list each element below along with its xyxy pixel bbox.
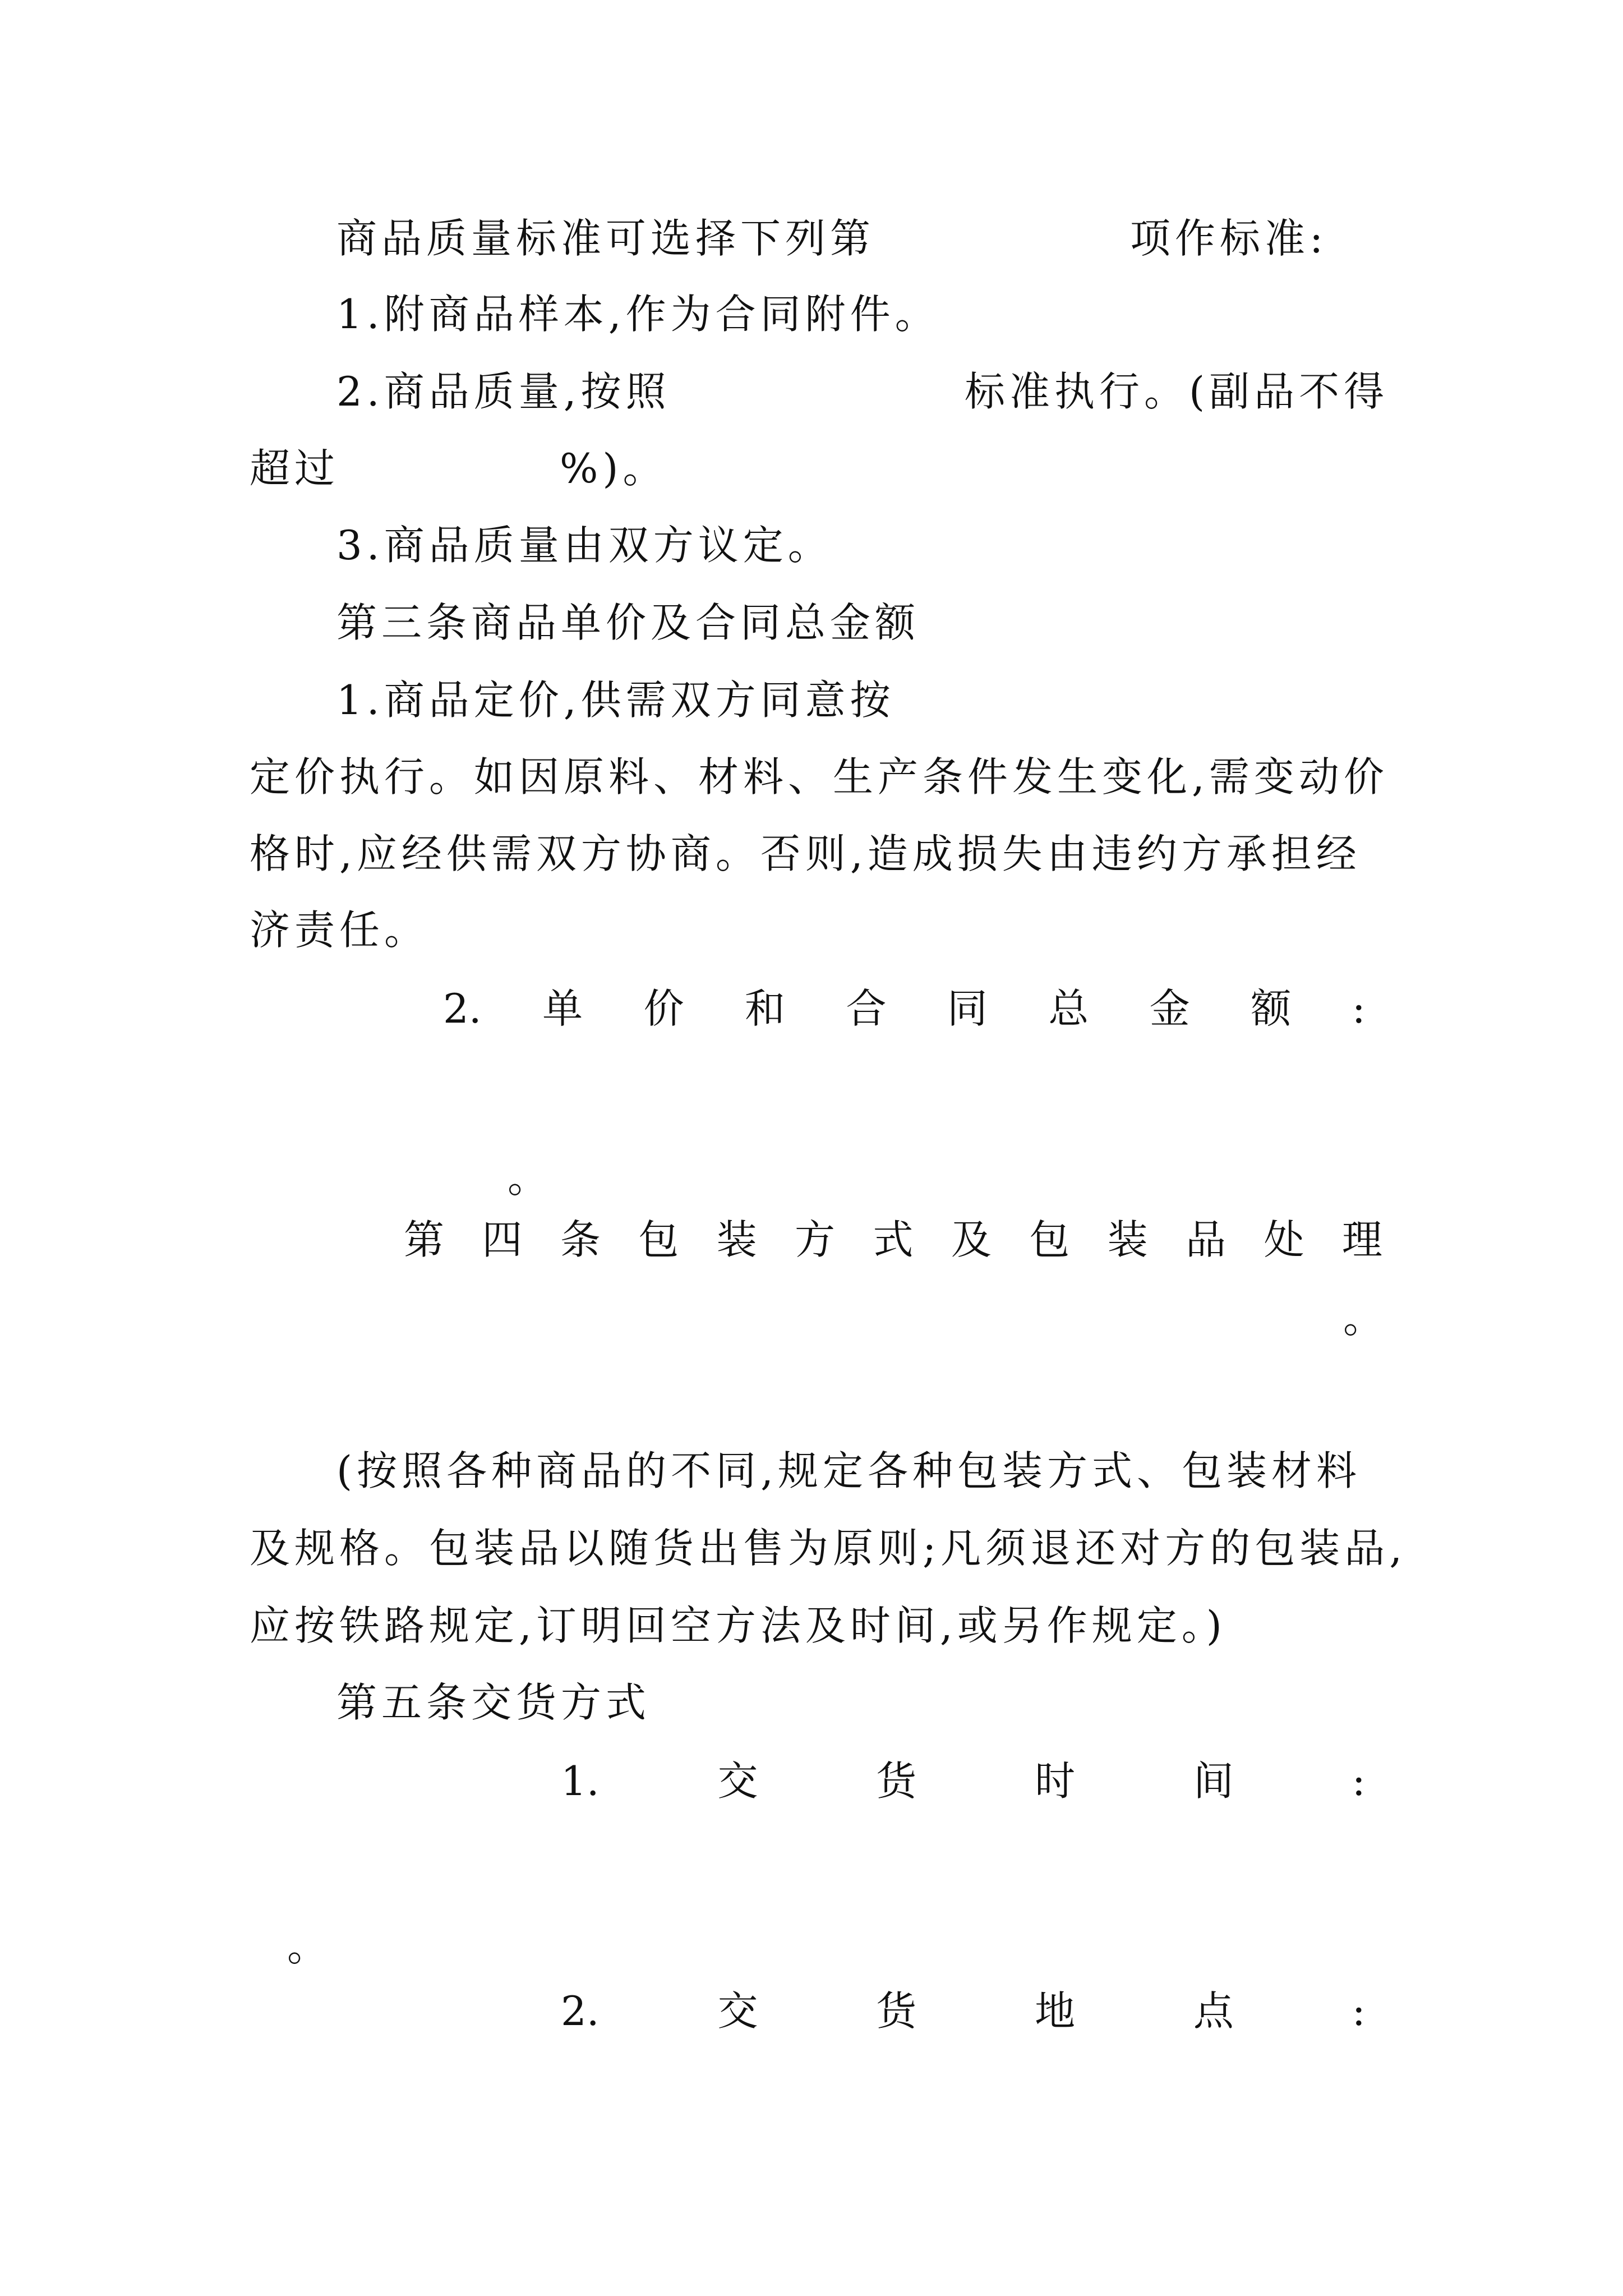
article-4-title-char: 装: [716, 1216, 757, 1263]
article-4-title-char: 包: [1029, 1216, 1070, 1263]
article-3-para-2-char: 价: [643, 985, 684, 1032]
article-4-title-char: 理: [1341, 1216, 1382, 1263]
article-3-para-2-char: 额: [1251, 985, 1292, 1032]
delivery-time-char: 货: [876, 1757, 917, 1805]
article-3-para-2-char: 同: [947, 985, 988, 1032]
quality-item-2-part3: 超过: [250, 445, 340, 492]
article-4-title-char: 装: [1107, 1216, 1148, 1263]
article-3-para-2-end: 。: [508, 1154, 548, 1202]
quality-intro-part2: 项作标准:: [1130, 215, 1328, 262]
quality-item-2-part1: 2.商品质量,按照: [336, 368, 671, 415]
delivery-time-char: 时: [1035, 1757, 1076, 1805]
article-4-title-char: 处: [1264, 1216, 1304, 1263]
delivery-time-char: :: [1352, 1757, 1366, 1805]
article-3-para-2-char: 和: [745, 985, 786, 1032]
article-3-para-2-char: 金: [1149, 985, 1190, 1032]
article-4-note-line-3: 应按铁路规定,订明回空方法及时间,或另作规定。): [250, 1602, 1227, 1649]
article-4-title-char: 条: [560, 1216, 601, 1263]
article-3-title: 第三条商品单价及合同总金额: [336, 599, 920, 646]
article-4-title-char: 第: [404, 1216, 445, 1263]
delivery-time-char: 交: [717, 1757, 758, 1805]
quality-item-1: 1.附商品样本,作为合同附件。: [336, 291, 940, 338]
article-3-para-2-char: 单: [542, 985, 583, 1032]
delivery-place-char: 地: [1035, 1987, 1076, 2035]
delivery-place-char: 点: [1193, 1987, 1234, 2035]
quality-intro-part1: 商品质量标准可选择下列第: [336, 215, 875, 262]
quality-item-2-part4: %)。: [560, 445, 668, 492]
delivery-place-char: 2.: [561, 1987, 600, 2035]
article-3-para-1-line-4: 济责任。: [250, 907, 430, 954]
delivery-time-char: 1.: [561, 1757, 600, 1805]
article-5-delivery-place-heading: [561, 1983, 1366, 2039]
delivery-time-char: 间: [1193, 1757, 1234, 1805]
article-4-title-char: 品: [1186, 1216, 1227, 1263]
article-5-delivery-time-heading: [561, 1753, 1366, 1809]
delivery-place-char: 货: [876, 1987, 917, 2035]
article-3-para-2-heading: [443, 981, 1366, 1037]
article-3-para-2-char: 总: [1048, 985, 1089, 1032]
quality-item-3: 3.商品质量由双方议定。: [336, 522, 833, 569]
delivery-place-char: 交: [717, 1987, 758, 2035]
article-4-title-end: 。: [1343, 1295, 1384, 1342]
article-3-para-1-line-2: 定价执行。如因原料、材料、生产条件发生变化,需变动价: [250, 753, 1389, 800]
article-4-title-char: 四: [482, 1216, 523, 1263]
quality-item-2-part2: 标准执行。(副品不得: [965, 368, 1389, 415]
article-4-title-char: 式: [873, 1216, 914, 1263]
article-4-note-line-1: (按照各种商品的不同,规定各种包装方式、包装材料: [336, 1447, 1361, 1494]
article-4-title: [404, 1212, 1382, 1268]
article-3-para-1-line-1: 1.商品定价,供需双方同意按: [336, 677, 895, 724]
article-4-title-char: 及: [951, 1216, 992, 1263]
article-4-title-char: 方: [795, 1216, 836, 1263]
article-3-para-2-char: 合: [846, 985, 887, 1032]
article-5-title: 第五条交货方式: [336, 1679, 651, 1726]
article-3-para-2-char: :: [1352, 985, 1366, 1032]
article-3-para-1-line-3: 格时,应经供需双方协商。否则,造成损失由违约方承担经: [250, 830, 1361, 877]
delivery-place-char: :: [1352, 1987, 1366, 2035]
article-4-note-line-2: 及规格。包装品以随货出售为原则;凡须退还对方的包装品,: [250, 1525, 1407, 1572]
article-5-delivery-time-end: 。: [287, 1923, 328, 1970]
article-3-para-2-char: 2.: [443, 985, 482, 1032]
article-4-title-char: 包: [638, 1216, 679, 1263]
